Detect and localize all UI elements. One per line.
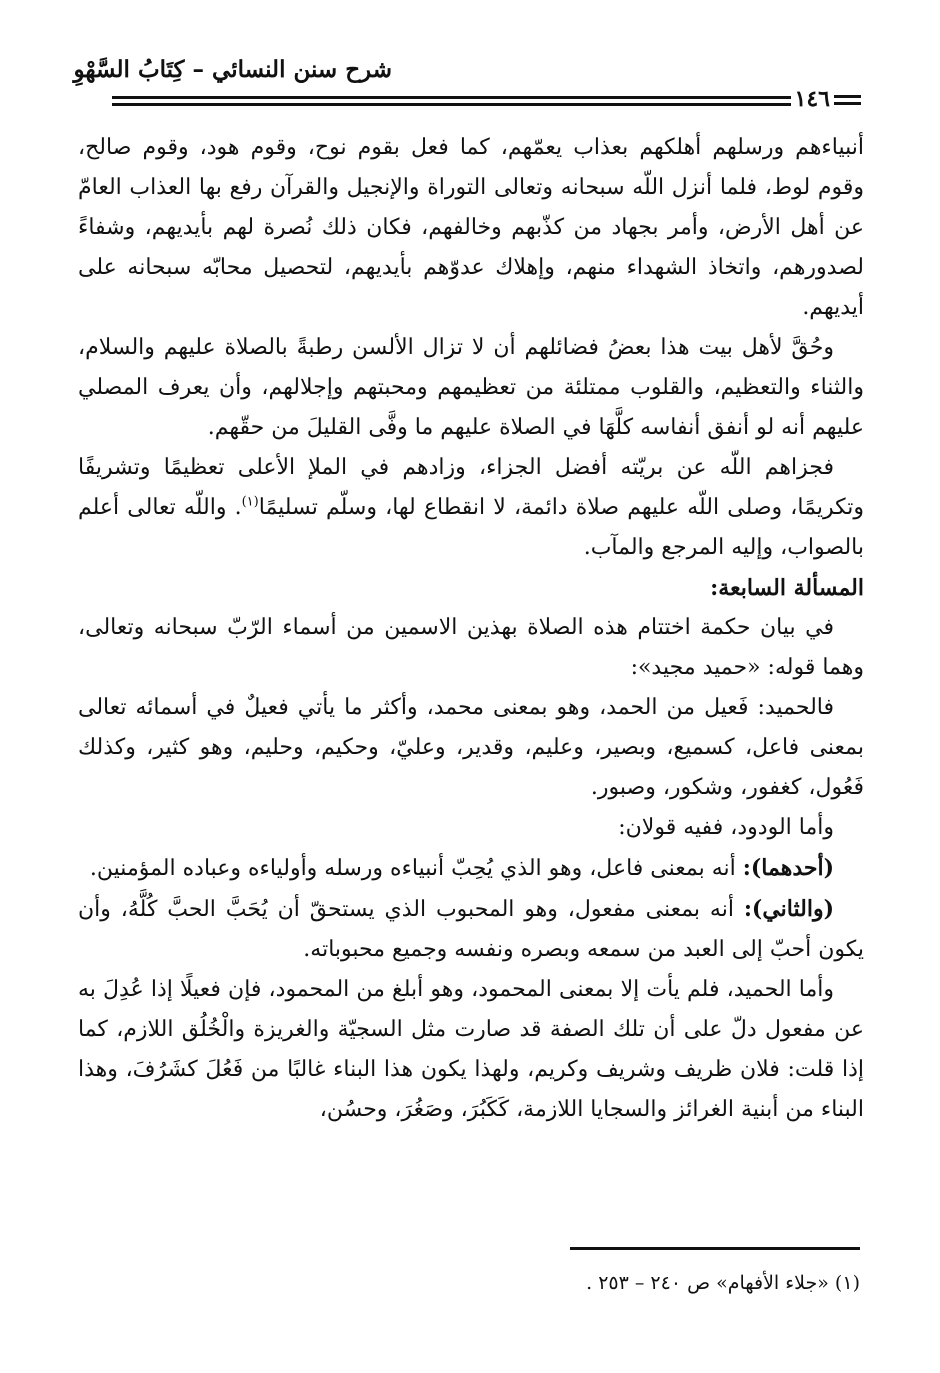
paragraph-9: وأما الحميد، فلم يأت إلا بمعنى المحمود، وهو أبلغ من المحمود، فإن فعيلًا إذا عُدِلَ به عن مفعول دلّ على أن تلك الصفة قد صارت مثل السجيّة والغريزة والْخُلُق اللازم، كما إذا قلت: فلان ظريف وشريف وكريم، ولهذا يكون هذا البناء غالبًا من فَعُلَ كشَرُفَ، وهذا البناء من أبنية الغرائز والسجايا اللازمة، كَكَبُرَ، وصَغُرَ، وحسُن، <box>78 977 864 1122</box>
paragraph-1: أنبياءهم ورسلهم أهلكهم بعذاب يعمّهم، كما فعل بقوم نوح، وقوم هود، وقوم صالح، وقوم لوط، فلما أنزل اللّه سبحانه وتعالى التوراة والإنجيل والقرآن رفع بها العذاب العامّ عن أهل الأرض، وأمر بجهاد من كذّبهم وخالفهم، فكان ذلك نُصرة لهم بأيديهم، وشفاءً لصدورهم، واتخاذ الشهداء منهم، وإهلاك عدوّهم بأيديهم، لتحصيل محابّه سبحانه على أيديهم. <box>78 135 864 320</box>
paragraph-4: في بيان حكمة اختتام هذه الصلاة بهذين الاسمين من أسماء الرّبّ سبحانه وتعالى، وهما قوله: «حميد مجيد»: <box>78 615 864 680</box>
paragraph-5: فالحميد: فَعيل من الحمد، وهو بمعنى محمد، وأكثر ما يأتي فعيلٌ في أسمائه تعالى بمعنى فاعل، كسميع، وبصير، وعليم، وقدير، وعليّ، وحكيم، وحليم، وهو كثير، وكذلك فَعُول، كغفور، وشكور، وصبور. <box>78 695 864 800</box>
paragraph-7 <box>78 848 864 889</box>
footnote: (١) «جلاء الأفهام» ص ٢٤٠ – ٢٥٣ . <box>586 1272 860 1294</box>
paragraph-8-lead: (والثاني): <box>743 896 834 922</box>
header-rule-top <box>112 96 802 99</box>
paragraph-7-lead: (أحدهما): <box>742 855 834 881</box>
paragraph-7-text: أنه بمعنى فاعل، وهو الذي يُحِبّ أنبياءه ورسله وأولياءه وعباده المؤمنين. <box>89 856 743 881</box>
paragraph-8-text: أنه بمعنى مفعول، وهو المحبوب الذي يستحقّ أن يُحَبَّ الحبَّ كُلَّهُ، وأن يكون أحبّ إلى العبد من سمعه وبصره ونفسه وجميع محبوباته. <box>78 897 864 962</box>
paragraph-6: وأما الودود، ففيه قولان: <box>618 815 834 840</box>
paragraph-3 <box>78 448 864 568</box>
paragraph-3-part-a: فجزاهم اللّه عن بريّته أفضل الجزاء، وزادهم في الملإ الأعلى تعظيمًا وتشريفًا وتكريمًا، وصلى اللّه عليهم صلاة دائمة، لا انقطاع لها، وسلّم تسليمًا <box>78 455 864 520</box>
header-rule-bottom <box>112 103 802 106</box>
running-title: شرح سنن النسائي – كِتَابُ السَّهْوِ <box>73 56 392 83</box>
paragraph-8 <box>78 889 864 970</box>
section-heading: المسألة السابعة: <box>710 575 864 601</box>
main-text <box>78 128 864 1130</box>
footnote-divider <box>570 1247 860 1250</box>
paragraph-3-part-b: . واللّه تعالى أعلم بالصواب، وإليه المرجع والمآب. <box>78 495 864 560</box>
page-number: ١٤٦ <box>791 86 834 112</box>
paragraph-2: وحُقَّ لأهل بيت هذا بعضُ فضائلهم أن لا تزال الألسن رطبةً بالصلاة عليهم والسلام، والثناء والتعظيم، والقلوب ممتلئة من تعظيمهم ومحبتهم وإجلالهم، وأن يعرف المصلي عليهم أنه لو أنفق أنفاسه كلَّهَا في الصلاة عليهم ما وفَّى القليلَ من حقّهم. <box>78 335 864 440</box>
footnote-reference[interactable]: (١) <box>241 494 259 510</box>
